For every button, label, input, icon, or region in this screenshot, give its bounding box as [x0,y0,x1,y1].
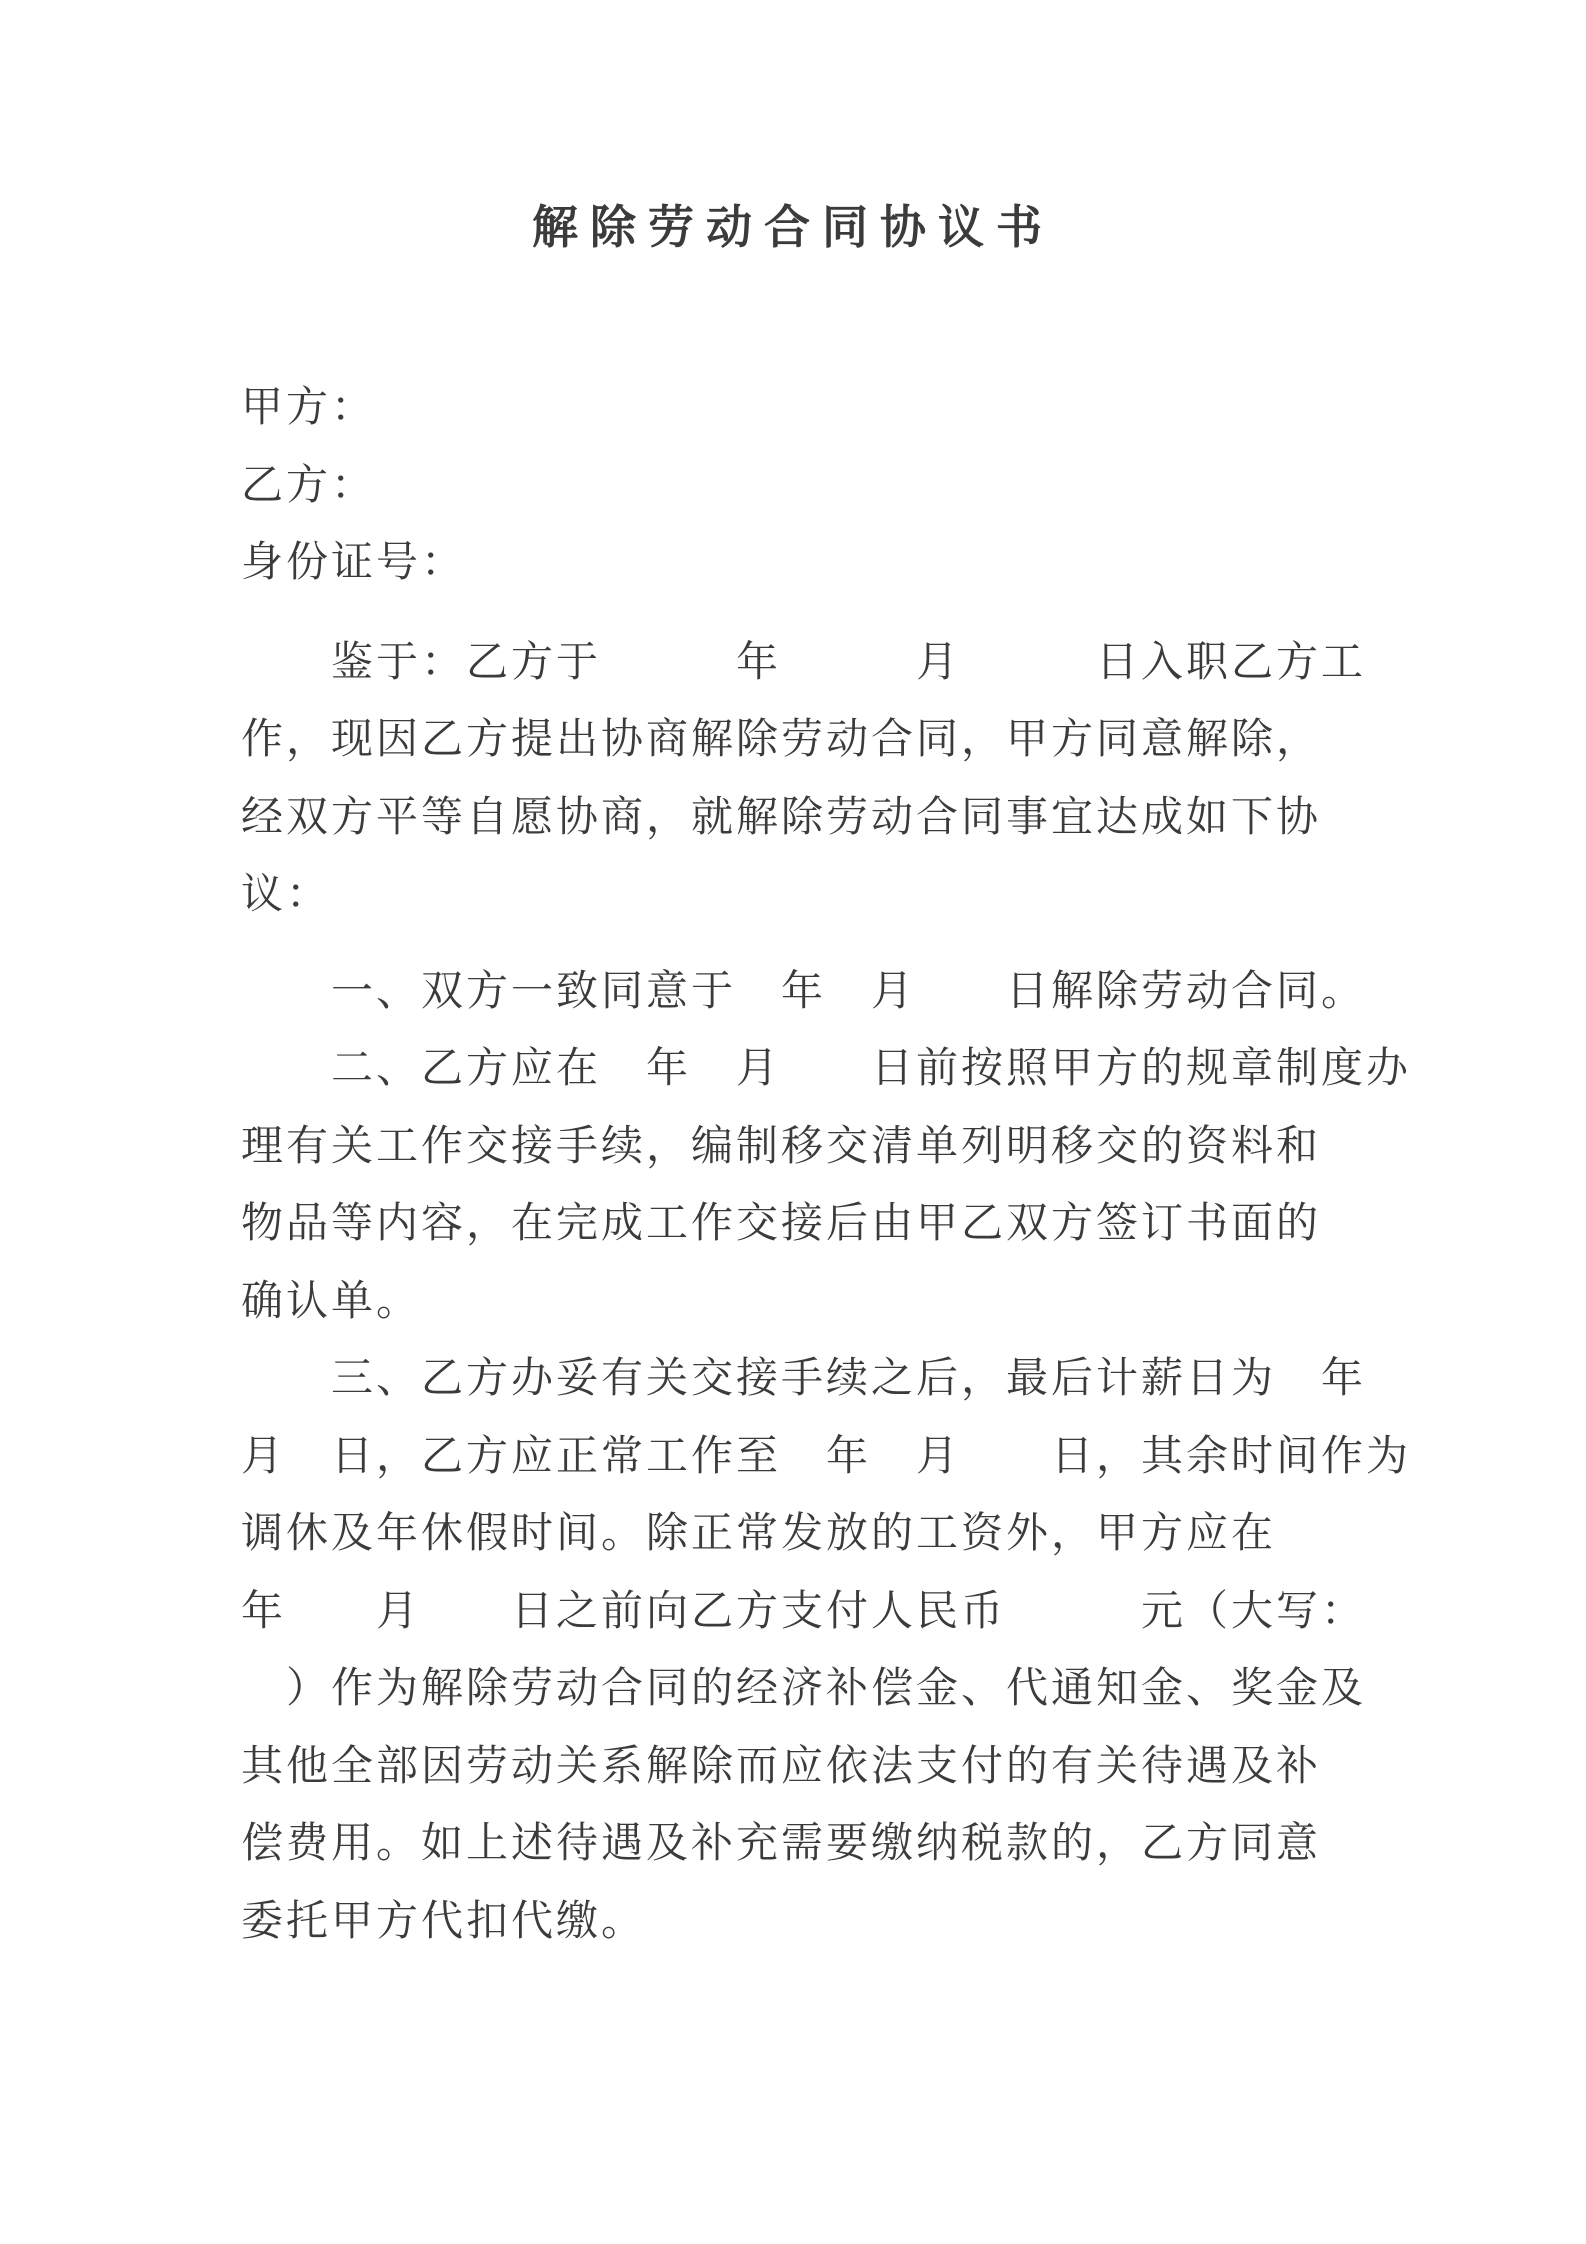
clause-3-line-1: 三、乙方办妥有关交接手续之后，最后计薪日为 年 [241,1356,1367,1402]
clause-2-line-2: 理有关工作交接手续，编制移交清单列明移交的资料和 [241,1123,1322,1170]
clause-2-line-3: 物品等内容，在完成工作交接后由甲乙双方签订书面的 [241,1201,1322,1247]
clause-1-line: 一、双方一致同意于 年 月 日解除劳动合同。 [241,968,1367,1015]
clause-3-line-2: 月 日，乙方应正常工作至 年 月 日，其余时间作为 [241,1433,1412,1480]
clause-2-line-1: 二、乙方应在 年 月 日前按照甲方的规章制度办 [241,1046,1412,1092]
party-a-line: 甲方： [241,385,377,431]
recital-line-3: 经双方平等自愿协商，就解除劳动合同事宜达成如下协 [241,794,1322,841]
clause-2-line-4: 确认单。 [241,1278,422,1325]
recital-line-4: 议： [241,872,332,918]
party-b-line: 乙方： [241,462,377,509]
clause-3-line-8: 委托甲方代扣代缴。 [241,1898,647,1945]
id-number-line: 身份证号： [241,540,467,586]
clause-3-line-7: 偿费用。如上述待遇及补充需要缴纳税款的，乙方同意 [241,1821,1322,1867]
clause-3-line-6: 其他全部因劳动关系解除而应依法支付的有关待遇及补 [241,1743,1322,1790]
clause-3-line-5: ）作为解除劳动合同的经济补偿金、代通知金、奖金及 [241,1666,1367,1712]
document-body [241,370,1412,1961]
clause-3-line-4: 年 月 日之前向乙方支付人民币 元（大写： [241,1588,1367,1635]
clause-3-line-3: 调休及年休假时间。除正常发放的工资外，甲方应在 [241,1511,1277,1557]
recital-line-1: 鉴于：乙方于 年 月 日入职乙方工 [241,639,1367,686]
document-title: 解除劳动合同协议书 [532,202,1054,253]
recital-line-2: 作，现因乙方提出协商解除劳动合同，甲方同意解除， [241,717,1322,763]
